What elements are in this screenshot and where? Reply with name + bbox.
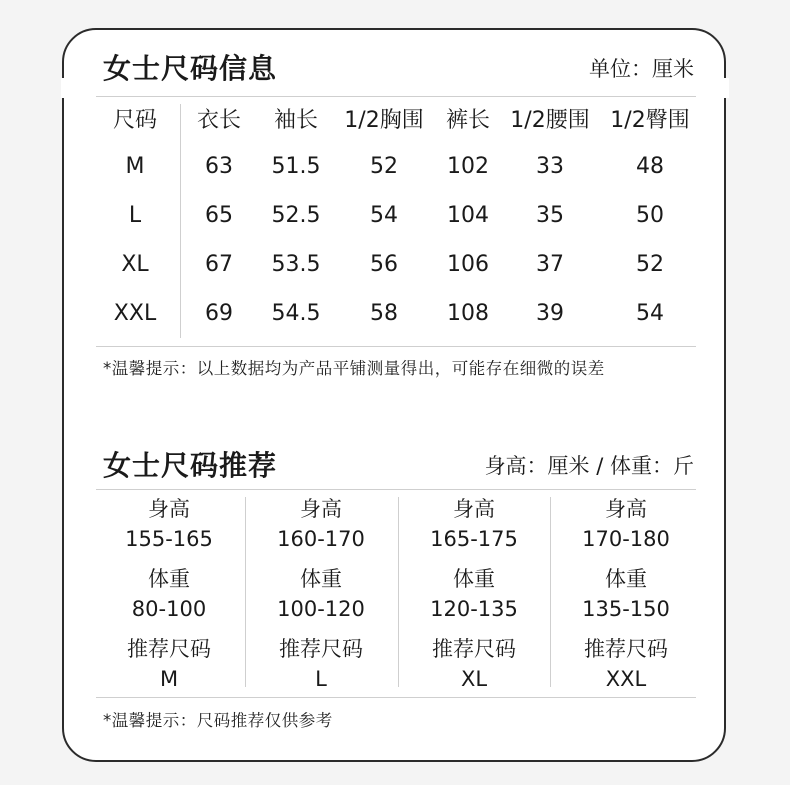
recommend-unit: 身高：厘米 / 体重：斤 bbox=[484, 454, 694, 478]
weight-label: 体重 bbox=[453, 567, 495, 591]
height-label: 身高 bbox=[300, 497, 342, 521]
recommended-size: M bbox=[159, 667, 179, 691]
height-range: 165-175 bbox=[430, 527, 518, 551]
size-label: 推荐尺码 bbox=[279, 637, 363, 661]
recommend-column bbox=[399, 494, 549, 694]
value-cell: 106 bbox=[447, 252, 489, 277]
weight-label: 体重 bbox=[605, 567, 647, 591]
table-row bbox=[96, 289, 696, 338]
value-cell: 69 bbox=[205, 301, 233, 326]
weight-range: 135-150 bbox=[582, 597, 670, 621]
recommended-size: L bbox=[315, 667, 327, 691]
table-row bbox=[96, 240, 696, 289]
value-cell: 104 bbox=[447, 203, 489, 228]
value-cell: 54 bbox=[636, 301, 664, 326]
header-cell: 1/2臀围 bbox=[610, 108, 690, 133]
size-info-bottom-divider bbox=[96, 346, 696, 347]
weight-label: 体重 bbox=[300, 567, 342, 591]
size-label: 推荐尺码 bbox=[127, 637, 211, 661]
table-header-row bbox=[96, 96, 696, 145]
value-cell: 53.5 bbox=[271, 252, 321, 277]
height-range: 170-180 bbox=[582, 527, 670, 551]
height-range: 155-165 bbox=[125, 527, 213, 551]
value-cell: 65 bbox=[205, 203, 233, 228]
border-gap-right bbox=[723, 78, 729, 98]
recommend-bottom-divider bbox=[96, 697, 696, 698]
weight-range: 80-100 bbox=[131, 597, 207, 621]
table-row bbox=[96, 191, 696, 240]
value-cell: 48 bbox=[636, 154, 664, 179]
value-cell: 50 bbox=[636, 203, 664, 228]
value-cell: 39 bbox=[536, 301, 564, 326]
header-cell: 衣长 bbox=[196, 108, 241, 133]
recommend-title: 女士尺码推荐 bbox=[103, 449, 278, 482]
size-cell: XL bbox=[121, 252, 149, 277]
value-cell: 102 bbox=[447, 154, 489, 179]
height-range: 160-170 bbox=[277, 527, 365, 551]
value-cell: 52 bbox=[370, 154, 398, 179]
value-cell: 51.5 bbox=[271, 154, 321, 179]
recommend-top-divider bbox=[96, 489, 696, 490]
value-cell: 52 bbox=[636, 252, 664, 277]
value-cell: 37 bbox=[536, 252, 564, 277]
value-cell: 67 bbox=[205, 252, 233, 277]
size-cell: XXL bbox=[113, 301, 157, 326]
value-cell: 63 bbox=[205, 154, 233, 179]
recommend-note: *温馨提示：尺码推荐仅供参考 bbox=[103, 711, 333, 730]
recommend-column bbox=[94, 494, 244, 694]
weight-label: 体重 bbox=[148, 567, 190, 591]
value-cell: 54 bbox=[370, 203, 398, 228]
value-cell: 54.5 bbox=[271, 301, 321, 326]
weight-range: 100-120 bbox=[277, 597, 365, 621]
size-info-title: 女士尺码信息 bbox=[103, 52, 278, 85]
value-cell: 52.5 bbox=[271, 203, 321, 228]
size-label: 推荐尺码 bbox=[432, 637, 516, 661]
recommended-size: XXL bbox=[605, 667, 647, 691]
size-label: 推荐尺码 bbox=[584, 637, 668, 661]
height-label: 身高 bbox=[148, 497, 190, 521]
header-cell: 1/2腰围 bbox=[510, 108, 590, 133]
header-cell: 1/2胸围 bbox=[344, 108, 424, 133]
value-cell: 56 bbox=[370, 252, 398, 277]
size-cell: L bbox=[128, 203, 142, 228]
header-cell: 裤长 bbox=[445, 108, 490, 133]
header-cell: 袖长 bbox=[273, 108, 318, 133]
size-cell: M bbox=[125, 154, 145, 179]
size-info-note: *温馨提示：以上数据均为产品平铺测量得出，可能存在细微的误差 bbox=[103, 359, 605, 378]
table-row bbox=[96, 142, 696, 191]
recommended-size: XL bbox=[460, 667, 488, 691]
value-cell: 108 bbox=[447, 301, 489, 326]
recommend-column bbox=[551, 494, 701, 694]
header-cell: 尺码 bbox=[112, 108, 157, 133]
height-label: 身高 bbox=[605, 497, 647, 521]
value-cell: 35 bbox=[536, 203, 564, 228]
height-label: 身高 bbox=[453, 497, 495, 521]
size-info-unit: 单位：厘米 bbox=[589, 57, 694, 81]
value-cell: 33 bbox=[536, 154, 564, 179]
recommend-column bbox=[246, 494, 396, 694]
weight-range: 120-135 bbox=[430, 597, 518, 621]
value-cell: 58 bbox=[370, 301, 398, 326]
border-gap-left bbox=[61, 78, 67, 98]
